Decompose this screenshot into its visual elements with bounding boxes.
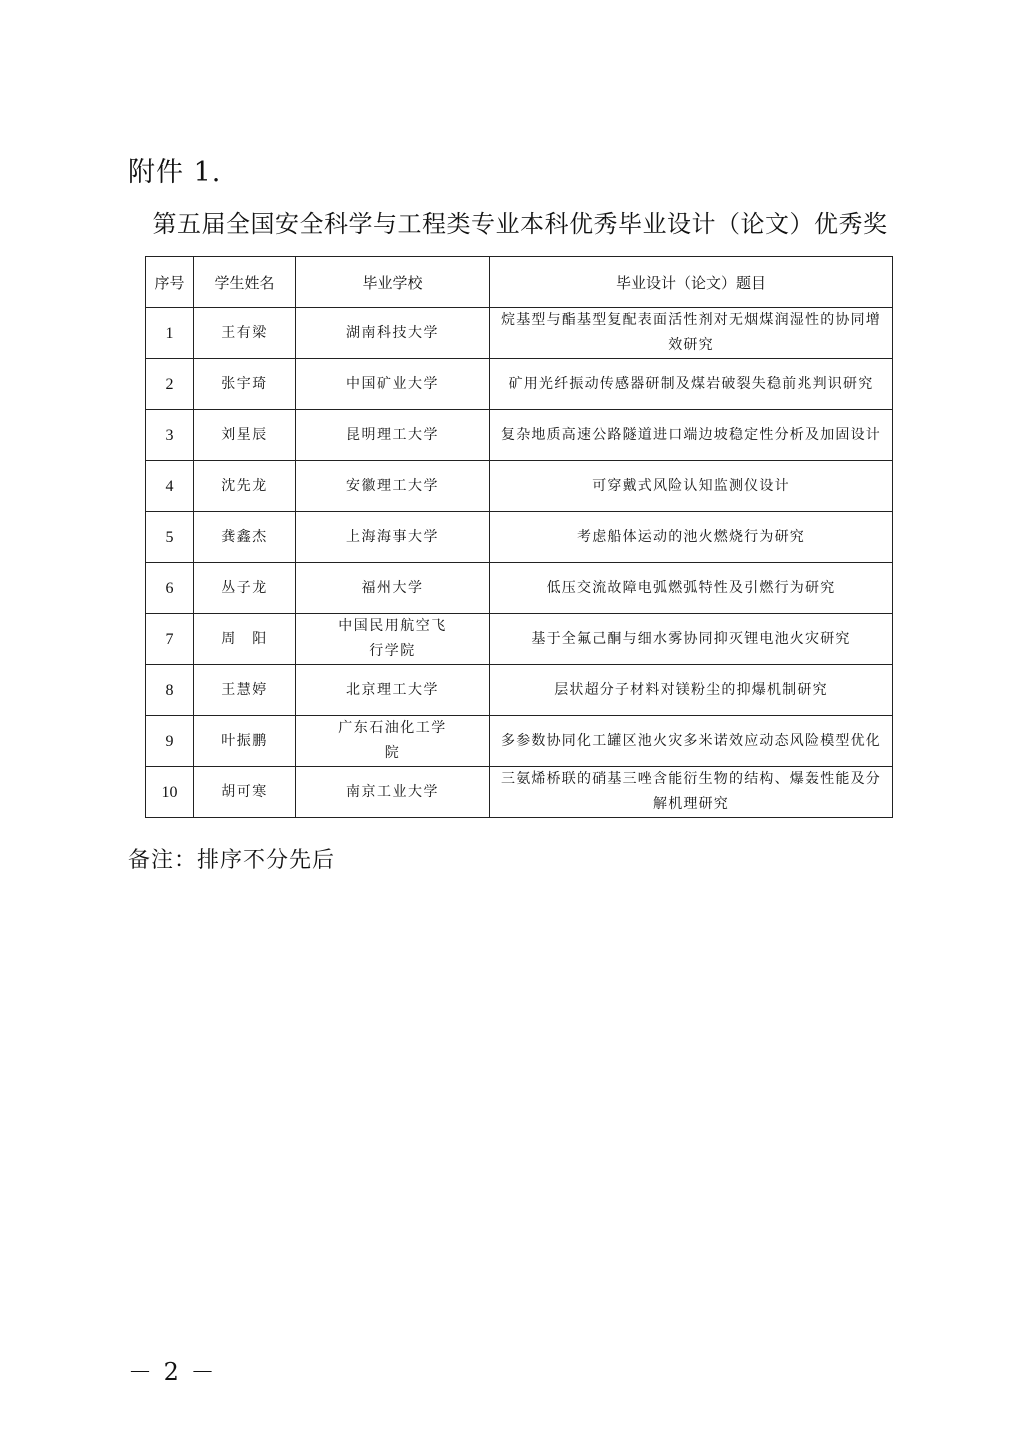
school-name: 湖南科技大学 [296, 308, 490, 359]
thesis-title: 烷基型与酯基型复配表面活性剂对无烟煤润湿性的协同增效研究 [490, 308, 893, 359]
page-number: － 2 － [128, 1358, 217, 1386]
thesis-title: 考虑船体运动的池火燃烧行为研究 [490, 512, 893, 563]
thesis-title: 层状超分子材料对镁粉尘的抑爆机制研究 [490, 665, 893, 716]
student-name: 叶振鹏 [194, 716, 296, 767]
table-row [146, 665, 893, 716]
table-row [146, 410, 893, 461]
student-name: 沈先龙 [194, 461, 296, 512]
table-row [146, 614, 893, 665]
header-name: 学生姓名 [194, 257, 296, 308]
school-name: 北京理工大学 [296, 665, 490, 716]
thesis-title: 基于全氟己酮与细水雾协同抑灭锂电池火灾研究 [490, 614, 893, 665]
thesis-title: 多参数协同化工罐区池火灾多米诺效应动态风险模型优化 [490, 716, 893, 767]
school-name: 上海海事大学 [296, 512, 490, 563]
school-name: 中国民用航空飞行学院 [296, 614, 490, 665]
table-row [146, 461, 893, 512]
school-name: 安徽理工大学 [296, 461, 490, 512]
school-name: 南京工业大学 [296, 767, 490, 818]
school-name: 福州大学 [296, 563, 490, 614]
school-name: 中国矿业大学 [296, 359, 490, 410]
document-title: 第五届全国安全科学与工程类专业本科优秀毕业设计（论文）优秀奖 [152, 210, 888, 238]
student-name: 王有梁 [194, 308, 296, 359]
thesis-title: 三氨烯桥联的硝基三唑含能衍生物的结构、爆轰性能及分解机理研究 [490, 767, 893, 818]
table-row [146, 767, 893, 818]
table-row [146, 716, 893, 767]
award-table [145, 256, 893, 818]
row-number: 2 [146, 359, 194, 410]
thesis-title: 可穿戴式风险认知监测仪设计 [490, 461, 893, 512]
row-number: 1 [146, 308, 194, 359]
thesis-title: 复杂地质高速公路隧道进口端边坡稳定性分析及加固设计 [490, 410, 893, 461]
school-name: 广东石油化工学院 [296, 716, 490, 767]
row-number: 8 [146, 665, 194, 716]
student-name: 王慧婷 [194, 665, 296, 716]
table-row [146, 512, 893, 563]
row-number: 3 [146, 410, 194, 461]
row-number: 5 [146, 512, 194, 563]
table-header-row [146, 257, 893, 308]
student-name: 胡可寒 [194, 767, 296, 818]
thesis-title: 矿用光纤振动传感器研制及煤岩破裂失稳前兆判识研究 [490, 359, 893, 410]
row-number: 9 [146, 716, 194, 767]
row-number: 4 [146, 461, 194, 512]
student-name: 周 阳 [194, 614, 296, 665]
header-no: 序号 [146, 257, 194, 308]
row-number: 7 [146, 614, 194, 665]
remark-note: 备注：排序不分先后 [128, 848, 336, 873]
header-school: 毕业学校 [296, 257, 490, 308]
thesis-title: 低压交流故障电弧燃弧特性及引燃行为研究 [490, 563, 893, 614]
table-row [146, 359, 893, 410]
table-row [146, 563, 893, 614]
row-number: 6 [146, 563, 194, 614]
student-name: 刘星辰 [194, 410, 296, 461]
student-name: 张宇琦 [194, 359, 296, 410]
row-number: 10 [146, 767, 194, 818]
attachment-label: 附件 1. [128, 157, 222, 188]
student-name: 丛子龙 [194, 563, 296, 614]
header-thesis: 毕业设计（论文）题目 [490, 257, 893, 308]
school-name: 昆明理工大学 [296, 410, 490, 461]
table-row [146, 308, 893, 359]
student-name: 龚鑫杰 [194, 512, 296, 563]
